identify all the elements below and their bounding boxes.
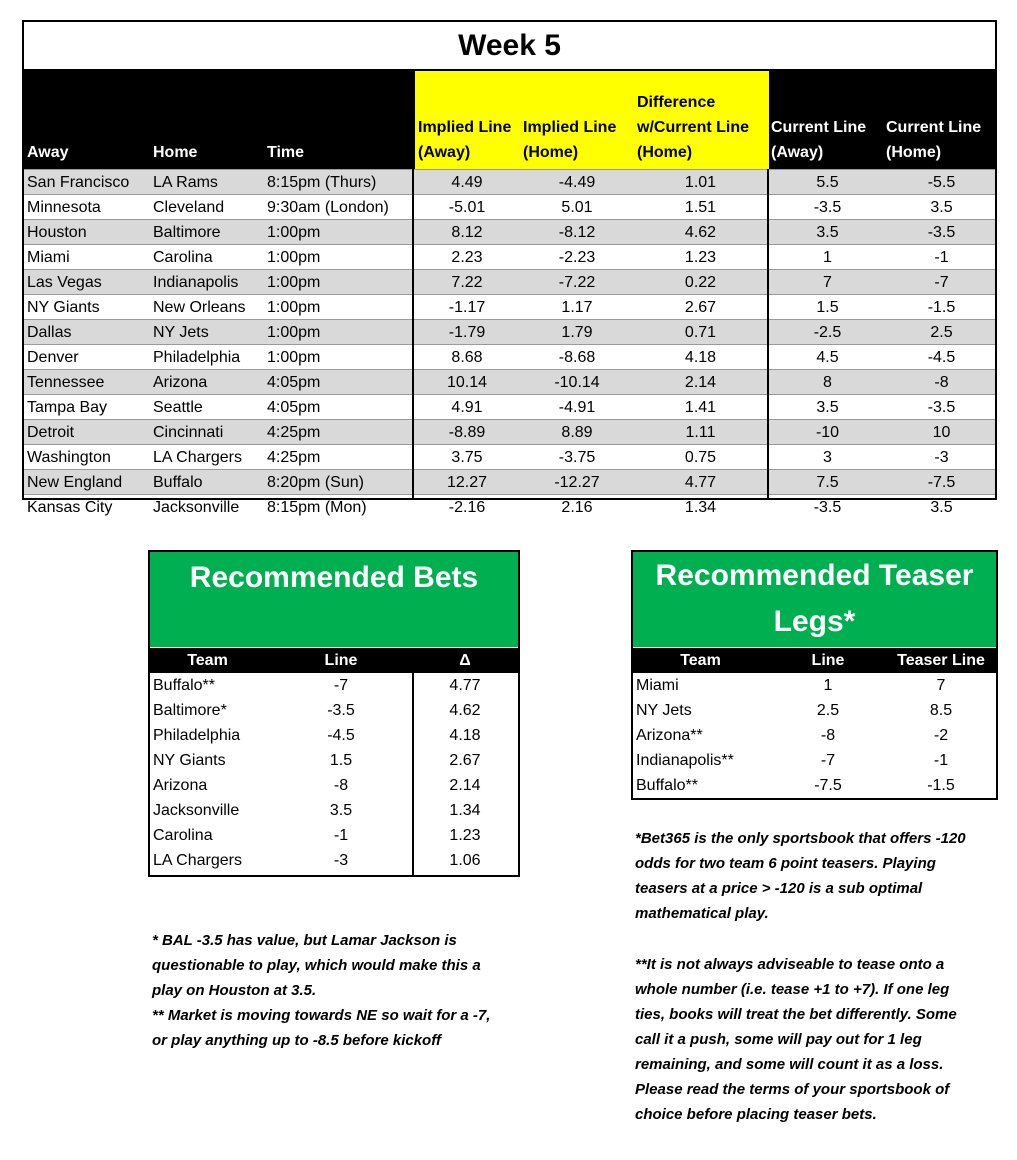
cell-line: -8 bbox=[333, 777, 349, 794]
cell-team: Arizona** bbox=[636, 727, 703, 744]
cell-home: NY Jets bbox=[153, 324, 209, 341]
cell-teaser-line: -2 bbox=[933, 727, 949, 744]
cell-time: 8:20pm (Sun) bbox=[267, 474, 364, 491]
cell-diff: 1.11 bbox=[685, 424, 716, 441]
cell-cur-away: 3 bbox=[823, 449, 832, 466]
cell-delta: 2.14 bbox=[449, 777, 481, 794]
cell-team: Indianapolis** bbox=[636, 752, 734, 769]
cell-cur-home: -3.5 bbox=[927, 224, 956, 241]
header-implied-away: Implied Line (Away) bbox=[416, 71, 520, 169]
cell-diff: 4.77 bbox=[684, 474, 717, 491]
game-row bbox=[24, 419, 995, 444]
game-row bbox=[24, 319, 995, 344]
cell-implied-home: 1.79 bbox=[561, 324, 593, 341]
cell-teaser-line: 7 bbox=[936, 677, 946, 694]
cell-cur-home: -1.5 bbox=[927, 299, 956, 316]
cell-implied-away: 4.91 bbox=[451, 399, 483, 416]
cell-team: Arizona bbox=[153, 777, 208, 794]
cell-implied-away: 8.68 bbox=[451, 349, 483, 366]
note-line: choice before placing teaser bets. bbox=[635, 1106, 877, 1123]
cell-line: -3 bbox=[333, 852, 349, 869]
bet-row bbox=[150, 773, 518, 798]
cell-cur-home: -7 bbox=[934, 274, 949, 291]
recommended-bets-header bbox=[150, 648, 518, 673]
note-line: ties, books will treat the bet differently. Some bbox=[635, 1006, 957, 1023]
cell-line: -8 bbox=[820, 727, 836, 744]
header-team: Team bbox=[680, 652, 721, 669]
cell-cur-away: 3.5 bbox=[816, 399, 839, 416]
teaser-legs-title bbox=[633, 552, 996, 647]
cell-implied-away: -2.16 bbox=[448, 499, 486, 516]
cell-implied-away: 2.23 bbox=[451, 249, 483, 266]
cell-delta: 1.23 bbox=[449, 827, 481, 844]
cell-cur-away: -10 bbox=[815, 424, 840, 441]
cell-diff: 2.67 bbox=[684, 299, 717, 316]
note-line: teasers at a price > -120 is a sub optimal bbox=[635, 880, 923, 897]
note-line: remaining, and some will count it as a loss. bbox=[635, 1056, 944, 1073]
cell-away: Miami bbox=[27, 249, 70, 266]
cell-implied-home: -4.49 bbox=[558, 174, 596, 191]
teaser-row bbox=[633, 698, 996, 723]
cell-cur-home: 10 bbox=[932, 424, 951, 441]
cell-implied-away: 4.49 bbox=[451, 174, 483, 191]
cell-implied-away: -5.01 bbox=[448, 199, 486, 216]
cell-cur-away: 1 bbox=[823, 249, 832, 266]
teaser-row bbox=[633, 773, 996, 798]
cell-cur-home: -3.5 bbox=[927, 399, 956, 416]
cell-cur-away: 3.5 bbox=[816, 224, 839, 241]
cell-implied-home: 2.16 bbox=[561, 499, 593, 516]
cell-home: New Orleans bbox=[153, 299, 246, 316]
cell-away: Washington bbox=[27, 449, 111, 466]
teaser-row bbox=[633, 748, 996, 773]
cell-time: 9:30am (London) bbox=[267, 199, 389, 216]
game-row bbox=[24, 244, 995, 269]
cell-line: 1 bbox=[823, 677, 833, 694]
teaser-notes-whole-number bbox=[635, 952, 957, 1127]
header-home: Home bbox=[153, 144, 198, 161]
cell-delta: 4.18 bbox=[449, 727, 481, 744]
cell-time: 1:00pm bbox=[267, 299, 321, 316]
note-line: * BAL -3.5 has value, but Lamar Jackson is bbox=[152, 932, 457, 949]
note-line: ** Market is moving towards NE so wait for a -7, bbox=[152, 1007, 491, 1024]
bet-row bbox=[150, 848, 518, 873]
cell-implied-away: 10.14 bbox=[446, 374, 488, 391]
cell-away: Denver bbox=[27, 349, 79, 366]
header-current-away: Current Line (Away) bbox=[771, 119, 867, 161]
cell-implied-away: -1.17 bbox=[448, 299, 486, 316]
bet-row bbox=[150, 673, 518, 698]
cell-implied-home: -4.91 bbox=[558, 399, 596, 416]
cell-implied-away: 8.12 bbox=[451, 224, 483, 241]
note-line: whole number (i.e. tease +1 to +7). If one leg bbox=[635, 981, 950, 998]
note-line: or play anything up to -8.5 before kickoff bbox=[152, 1032, 441, 1049]
bet-row bbox=[150, 798, 518, 823]
note-line: odds for two team 6 point teasers. Playing bbox=[635, 855, 936, 872]
cell-line: -1 bbox=[333, 827, 349, 844]
game-row bbox=[24, 344, 995, 369]
cell-away: Tennessee bbox=[27, 374, 105, 391]
cell-time: 8:15pm (Mon) bbox=[267, 499, 367, 516]
game-row bbox=[24, 269, 995, 294]
game-row bbox=[24, 444, 995, 469]
week-table-header bbox=[24, 71, 995, 169]
header-teaser-line: Teaser Line bbox=[897, 652, 985, 669]
cell-cur-home: -3 bbox=[934, 449, 949, 466]
cell-time: 1:00pm bbox=[267, 324, 321, 341]
cell-diff: 1.23 bbox=[684, 249, 717, 266]
cell-cur-home: -5.5 bbox=[927, 174, 956, 191]
game-row bbox=[24, 494, 995, 519]
cell-cur-home: -8 bbox=[934, 374, 949, 391]
teaser-row bbox=[633, 673, 996, 698]
header-team: Team bbox=[187, 652, 228, 669]
cell-implied-home: -12.27 bbox=[554, 474, 600, 491]
cell-away: Kansas City bbox=[27, 499, 113, 516]
header-line: Line bbox=[324, 652, 358, 669]
cell-implied-home: 1.17 bbox=[561, 299, 593, 316]
cell-cur-home: 3.5 bbox=[930, 499, 953, 516]
cell-away: Dallas bbox=[27, 324, 72, 341]
cell-time: 1:00pm bbox=[267, 249, 321, 266]
cell-line: 2.5 bbox=[816, 702, 840, 719]
note-line: play on Houston at 3.5. bbox=[152, 982, 317, 999]
cell-home: Philadelphia bbox=[153, 349, 241, 366]
cell-away: NY Giants bbox=[27, 299, 100, 316]
cell-delta: 4.77 bbox=[449, 677, 481, 694]
cell-time: 8:15pm (Thurs) bbox=[267, 174, 377, 191]
cell-diff: 0.71 bbox=[684, 324, 717, 341]
cell-line: -7.5 bbox=[814, 777, 842, 794]
cell-delta: 1.06 bbox=[449, 852, 481, 869]
game-row bbox=[24, 394, 995, 419]
cell-team: LA Chargers bbox=[153, 852, 242, 869]
cell-line: -4.5 bbox=[327, 727, 355, 744]
cell-team: Miami bbox=[636, 677, 679, 694]
game-row bbox=[24, 469, 995, 494]
teaser-legs-header bbox=[633, 648, 996, 673]
cell-team: Carolina bbox=[153, 827, 213, 844]
cell-implied-home: -7.22 bbox=[558, 274, 596, 291]
cell-cur-home: -7.5 bbox=[927, 474, 956, 491]
cell-diff: 0.75 bbox=[684, 449, 717, 466]
recommended-bets-notes bbox=[152, 928, 490, 1053]
cell-implied-home: 8.89 bbox=[561, 424, 593, 441]
header-implied-home: Implied Line (Home) bbox=[521, 71, 633, 169]
note-line: call it a push, some will pay out for 1 leg bbox=[635, 1031, 922, 1048]
cell-diff: 1.01 bbox=[684, 174, 717, 191]
cell-time: 4:25pm bbox=[267, 449, 321, 466]
cell-team: Baltimore* bbox=[153, 702, 227, 719]
cell-implied-home: -3.75 bbox=[558, 449, 596, 466]
week-title: Week 5 bbox=[24, 22, 995, 71]
cell-team: Buffalo** bbox=[636, 777, 698, 794]
cell-delta: 2.67 bbox=[449, 752, 481, 769]
note-line: questionable to play, which would make this a bbox=[152, 957, 481, 974]
note-line: mathematical play. bbox=[635, 905, 769, 922]
cell-home: Seattle bbox=[153, 399, 203, 416]
cell-delta: 4.62 bbox=[449, 702, 481, 719]
cell-home: Jacksonville bbox=[153, 499, 240, 516]
cell-cur-away: 8 bbox=[823, 374, 832, 391]
cell-implied-away: -1.79 bbox=[448, 324, 486, 341]
cell-home: Cleveland bbox=[153, 199, 225, 216]
cell-home: Arizona bbox=[153, 374, 208, 391]
bet-row bbox=[150, 748, 518, 773]
header-time: Time bbox=[267, 144, 305, 161]
cell-away: San Francisco bbox=[27, 174, 130, 191]
cell-line: 3.5 bbox=[329, 802, 353, 819]
cell-cur-home: -1 bbox=[934, 249, 949, 266]
game-row bbox=[24, 369, 995, 394]
cell-implied-away: 12.27 bbox=[446, 474, 488, 491]
cell-cur-away: 5.5 bbox=[816, 174, 839, 191]
teaser-legs-box bbox=[631, 550, 998, 800]
cell-away: Tampa Bay bbox=[27, 399, 108, 416]
cell-cur-home: 2.5 bbox=[930, 324, 953, 341]
cell-cur-away: -3.5 bbox=[813, 499, 842, 516]
cell-implied-away: -8.89 bbox=[448, 424, 486, 441]
cell-teaser-line: -1.5 bbox=[927, 777, 955, 794]
cell-away: Houston bbox=[27, 224, 87, 241]
game-row bbox=[24, 194, 995, 219]
game-row bbox=[24, 294, 995, 319]
cell-time: 1:00pm bbox=[267, 224, 321, 241]
cell-home: Indianapolis bbox=[153, 274, 239, 291]
cell-team: NY Giants bbox=[153, 752, 226, 769]
cell-time: 4:05pm bbox=[267, 399, 321, 416]
recommended-bets-box bbox=[148, 550, 520, 877]
teaser-notes-bet365 bbox=[635, 826, 966, 926]
cell-diff: 2.14 bbox=[684, 374, 717, 391]
cell-diff: 1.41 bbox=[684, 399, 717, 416]
cell-line: 1.5 bbox=[329, 752, 353, 769]
cell-implied-away: 3.75 bbox=[451, 449, 483, 466]
cell-diff: 4.62 bbox=[684, 224, 717, 241]
note-line: **It is not always adviseable to tease onto a bbox=[635, 956, 945, 973]
cell-teaser-line: 8.5 bbox=[929, 702, 953, 719]
cell-line: -7 bbox=[333, 677, 349, 694]
header-difference: Difference w/Current Line (Home) bbox=[635, 71, 768, 169]
cell-team: Philadelphia bbox=[153, 727, 241, 744]
cell-delta: 1.34 bbox=[449, 802, 481, 819]
cell-team: Jacksonville bbox=[153, 802, 240, 819]
cell-home: LA Chargers bbox=[153, 449, 242, 466]
cell-cur-away: -2.5 bbox=[813, 324, 842, 341]
cell-implied-away: 7.22 bbox=[451, 274, 483, 291]
column-divider bbox=[412, 169, 414, 500]
teaser-title-line: Recommended Teaser bbox=[655, 559, 974, 592]
cell-line: -3.5 bbox=[327, 702, 355, 719]
cell-cur-away: 1.5 bbox=[816, 299, 839, 316]
cell-team: NY Jets bbox=[636, 702, 692, 719]
cell-away: Las Vegas bbox=[27, 274, 102, 291]
cell-cur-away: 7 bbox=[823, 274, 832, 291]
cell-cur-home: 3.5 bbox=[930, 199, 953, 216]
cell-time: 1:00pm bbox=[267, 349, 321, 366]
column-divider bbox=[767, 169, 769, 500]
cell-home: Baltimore bbox=[153, 224, 221, 241]
header-delta: Δ bbox=[459, 652, 471, 669]
cell-away: Detroit bbox=[27, 424, 75, 441]
cell-cur-away: -3.5 bbox=[813, 199, 842, 216]
header-away: Away bbox=[27, 144, 69, 161]
game-row bbox=[24, 169, 995, 194]
cell-implied-home: -8.68 bbox=[558, 349, 596, 366]
cell-implied-home: 5.01 bbox=[561, 199, 593, 216]
bet-row bbox=[150, 698, 518, 723]
teaser-row bbox=[633, 723, 996, 748]
cell-cur-away: 7.5 bbox=[816, 474, 839, 491]
cell-home: Buffalo bbox=[153, 474, 203, 491]
cell-cur-home: -4.5 bbox=[927, 349, 956, 366]
note-line: *Bet365 is the only sportsbook that offers -120 bbox=[635, 830, 966, 847]
game-row bbox=[24, 219, 995, 244]
cell-diff: 0.22 bbox=[684, 274, 717, 291]
note-line: Please read the terms of your sportsbook of bbox=[635, 1081, 950, 1098]
cell-implied-home: -2.23 bbox=[558, 249, 596, 266]
cell-time: 4:25pm bbox=[267, 424, 321, 441]
cell-time: 1:00pm bbox=[267, 274, 321, 291]
cell-home: Carolina bbox=[153, 249, 213, 266]
bet-row bbox=[150, 823, 518, 848]
cell-team: Buffalo** bbox=[153, 677, 215, 694]
bet-row bbox=[150, 723, 518, 748]
cell-home: LA Rams bbox=[153, 174, 218, 191]
cell-implied-home: -8.12 bbox=[558, 224, 596, 241]
recommended-bets-title: Recommended Bets bbox=[150, 552, 518, 647]
cell-home: Cincinnati bbox=[153, 424, 224, 441]
cell-implied-home: -10.14 bbox=[554, 374, 600, 391]
header-current-home: Current Line (Home) bbox=[886, 119, 982, 161]
cell-teaser-line: -1 bbox=[933, 752, 949, 769]
cell-diff: 1.34 bbox=[684, 499, 717, 516]
cell-diff: 1.51 bbox=[684, 199, 717, 216]
teaser-title-line: Legs* bbox=[773, 605, 856, 638]
cell-diff: 4.18 bbox=[684, 349, 717, 366]
cell-cur-away: 4.5 bbox=[816, 349, 839, 366]
column-divider bbox=[412, 673, 414, 875]
cell-line: -7 bbox=[820, 752, 836, 769]
cell-time: 4:05pm bbox=[267, 374, 321, 391]
cell-away: Minnesota bbox=[27, 199, 101, 216]
week-table bbox=[22, 20, 997, 516]
header-line: Line bbox=[811, 652, 845, 669]
cell-away: New England bbox=[27, 474, 123, 491]
